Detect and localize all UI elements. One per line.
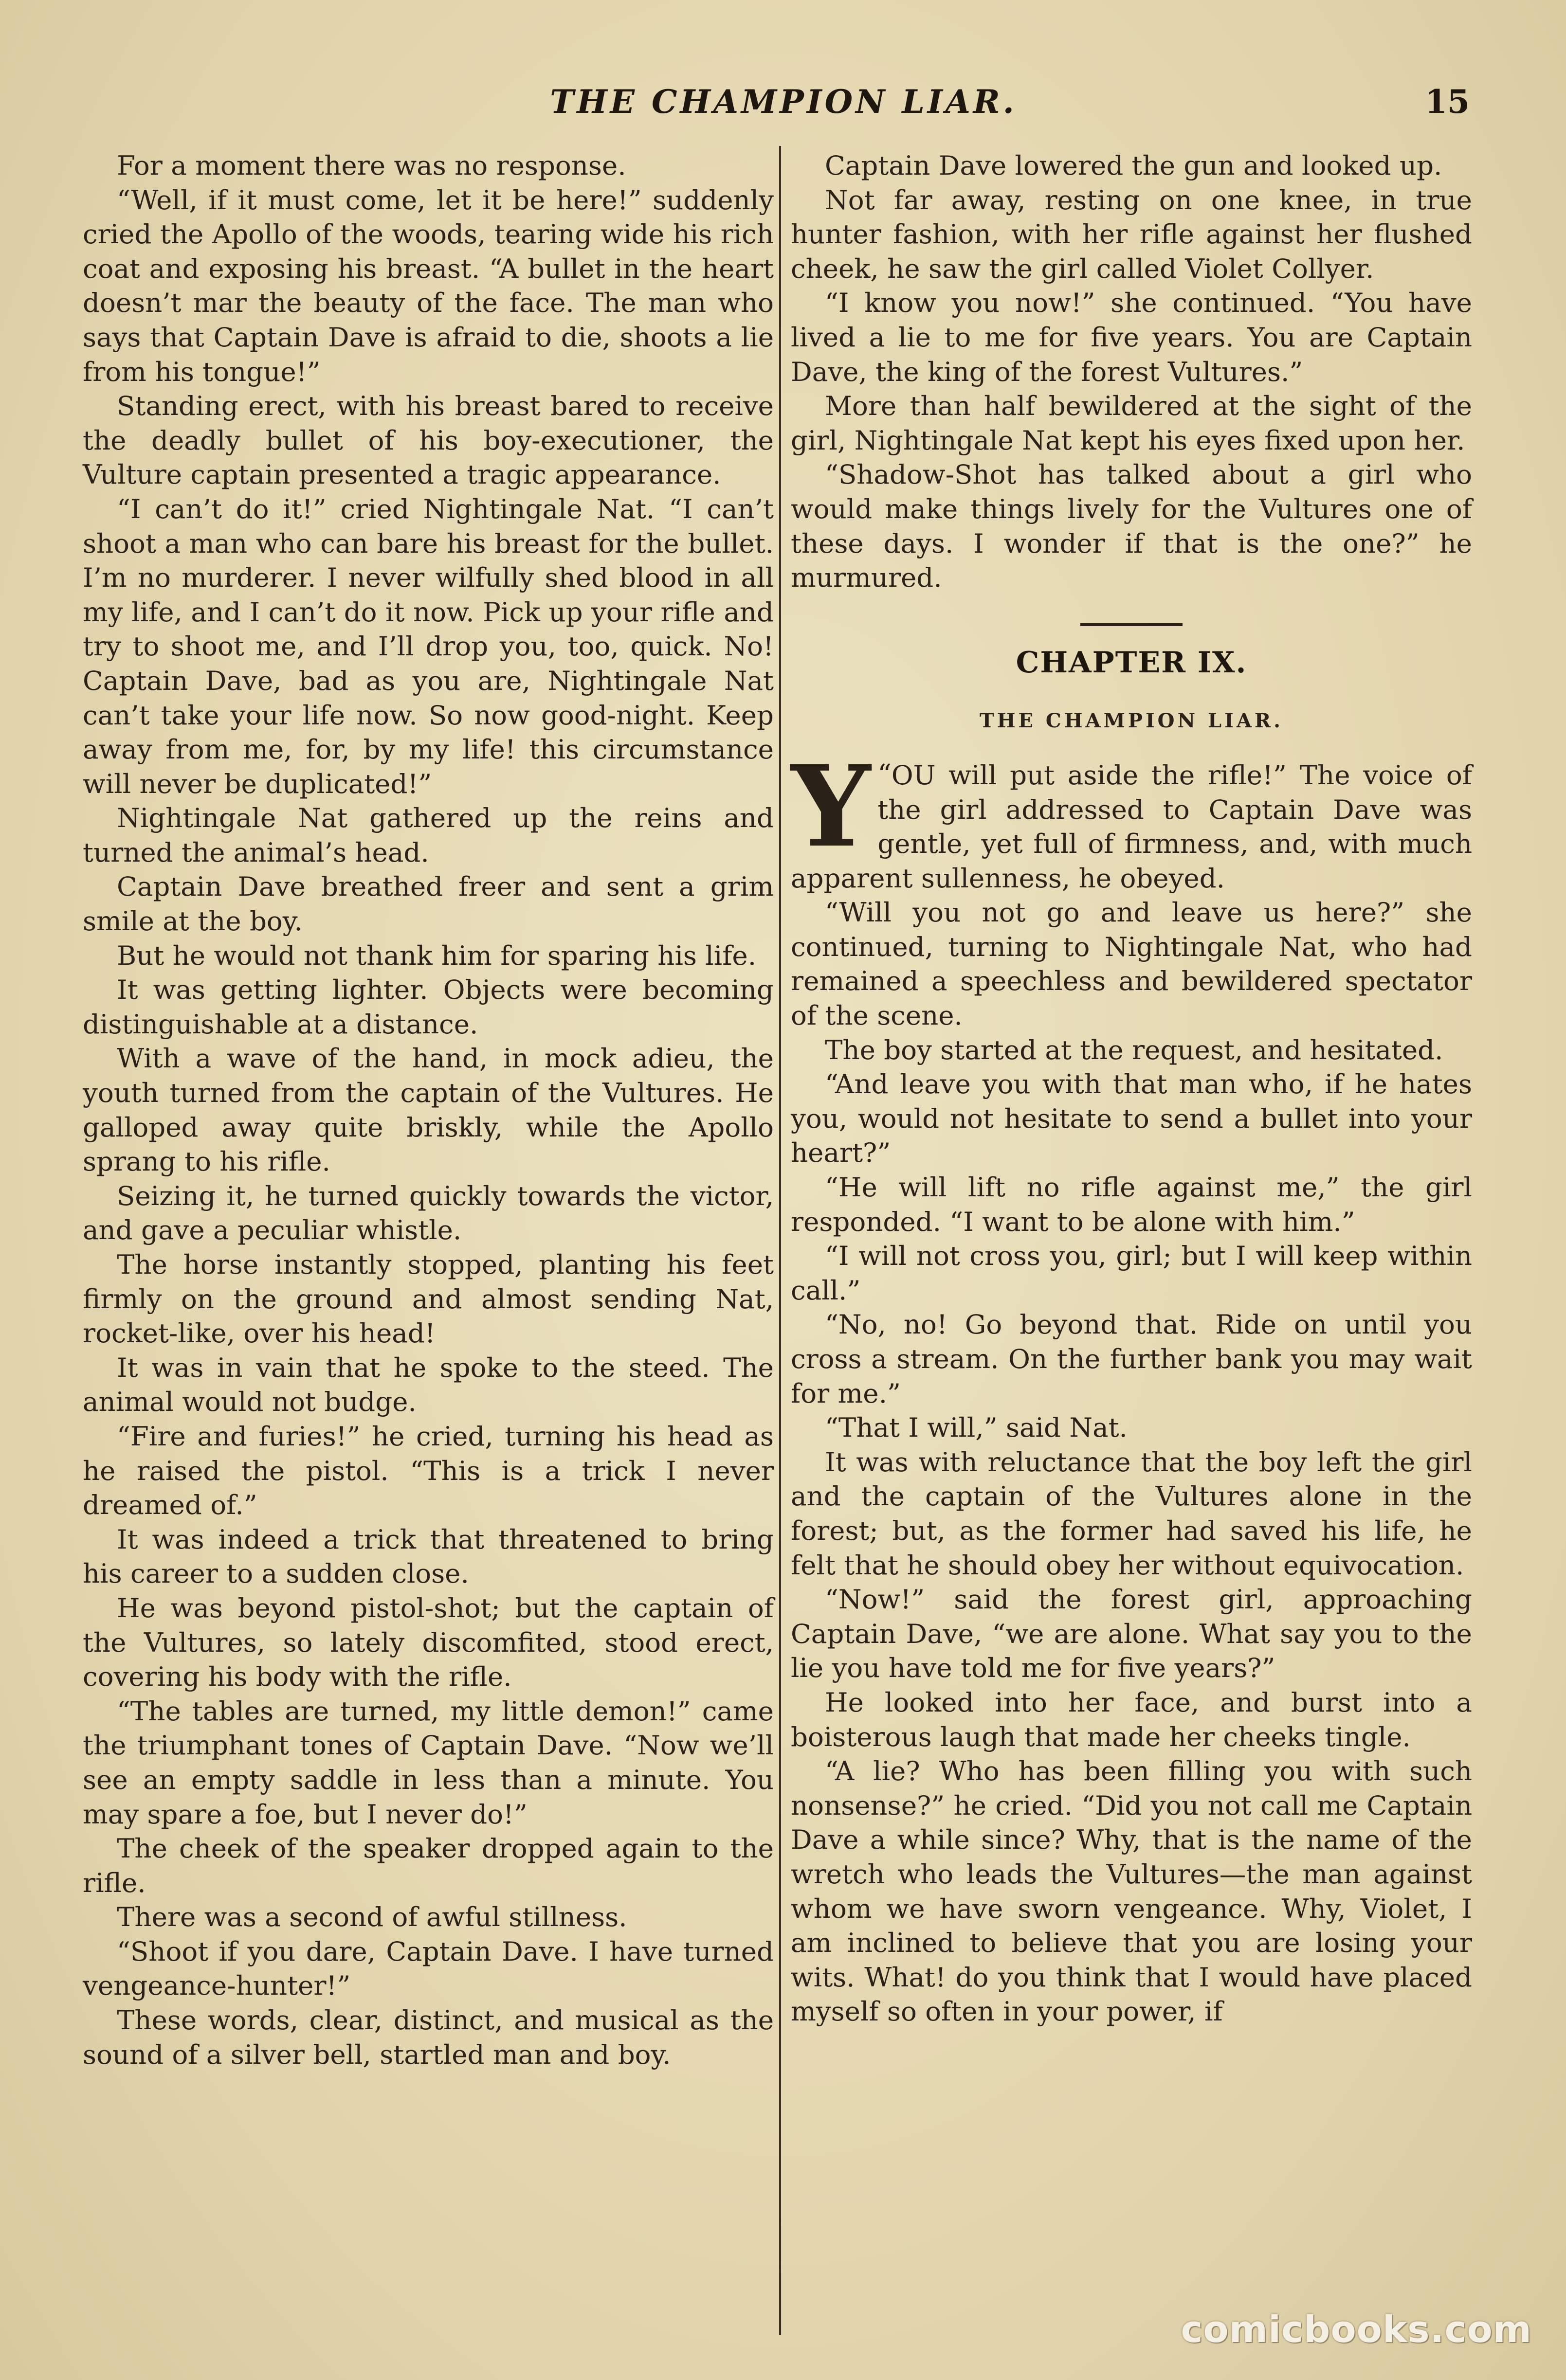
paragraph: “Shadow-Shot has talked about a girl who would make things lively for the Vultures one of these days. I wonder if that is the one?” he murmured.: [791, 459, 1472, 594]
left-column: [83, 148, 774, 2072]
opening-quote: “: [877, 758, 892, 791]
paragraph: “He will lift no rifle against me,” the girl responded. “I want to be alone with him.”: [791, 1172, 1472, 1237]
chapter-opening-paragraph: [791, 740, 1472, 895]
paragraph: Nightingale Nat gathered up the reins and turned the animal’s head.: [83, 802, 774, 868]
paragraph: “Fire and furies!” he cried, turning his head as he raised the pistol. “This is a trick I never dreamed of.”: [83, 1420, 774, 1521]
right-column: [791, 148, 1472, 2029]
paragraph: More than half bewildered at the sight of the girl, Nightingale Nat kept his eyes fixed upon her.: [791, 390, 1472, 456]
paragraph: But he would not thank him for sparing his life.: [117, 939, 757, 971]
paragraph: Standing erect, with his breast bared to receive the deadly bullet of his boy-executioner, the Vulture captain presented a tragic appearance.: [83, 390, 774, 490]
paragraph: “Now!” said the forest girl, approaching Captain Dave, “we are alone. What say you to the lie you have told me for five years?”: [791, 1584, 1472, 1684]
paragraph: “I know you now!” she continued. “You have lived a lie to me for five years. You are Captain Dave, the king of the forest Vultures.”: [791, 287, 1472, 387]
paragraph: “A lie? Who has been filling you with such nonsense?” he cried. “Did you not call me Captain Dave a while since? Why, that is the name of the wretch who leads the Vultures—the man against whom we have sworn vengeance. Why, Violet, I am inclined to believe that you are losing your wits. What! do you think that I would have placed myself so often in your power, if: [791, 1755, 1472, 2027]
paragraph: Captain Dave breathed freer and sent a grim smile at the boy.: [83, 871, 774, 937]
paragraph: “Well, if it must come, let it be here!” suddenly cried the Apollo of the woods, tearing wide his rich coat and exposing his breast. “A bullet in the heart doesn’t mar the beauty of the face. The man who says that Captain Dave is afraid to die, shoots a lie from his tongue!”: [83, 184, 774, 387]
paragraph: “No, no! Go beyond that. Ride on until you cross a stream. On the further bank you may wait for me.”: [791, 1309, 1472, 1409]
page-header: [78, 73, 1489, 131]
paragraph: It was with reluctance that the boy left the girl and the captain of the Vultures alone in the forest; but, as the former had saved his life, he felt that he should obey her without equivocation.: [791, 1446, 1472, 1581]
paragraph: He looked into her face, and burst into a boisterous laugh that made her cheeks tingle.: [791, 1686, 1472, 1752]
paragraph: “Shoot if you dare, Captain Dave. I have turned vengeance-hunter!”: [83, 1935, 774, 2001]
paragraph: With a wave of the hand, in mock adieu, the youth turned from the captain of the Vultures. He galloped away quite briskly, while the Apollo sprang to his rifle.: [83, 1043, 774, 1177]
running-title: THE CHAMPION LIAR.: [550, 83, 1017, 121]
paragraph: “And leave you with that man who, if he hates you, would not hesitate to send a bullet into your heart?”: [791, 1068, 1472, 1169]
chapter-subheading: THE CHAMPION LIAR.: [979, 709, 1284, 733]
paragraph: It was getting lighter. Objects were becoming distinguishable at a distance.: [83, 974, 774, 1040]
paragraph: He was beyond pistol-shot; but the captain of the Vultures, so lately discomfited, stood erect, covering his body with the rifle.: [83, 1592, 774, 1693]
paragraph: There was a second of awful stillness.: [117, 1901, 627, 1933]
paragraph-text: OU will put aside the rifle!” The voice of the girl addressed to Captain Dave was gentle, yet full of firmness, and, with much apparent sullenness, he obeyed.: [791, 759, 1472, 894]
paragraph: “I can’t do it!” cried Nightingale Nat. “I can’t shoot a man who can bare his breast for the bullet. I’m no murderer. I never wilfully shed blood in all my life, and I can’t do it now. Pick up your rifle and try to shoot me, and I’ll drop you, too, quick. No! Captain Dave, bad as you are, Nightingale Nat can’t take your life now. So now good-night. Keep away from me, for, by my life! this circumstance will never be duplicated!”: [83, 493, 774, 799]
paragraph: The boy started at the request, and hesitated.: [825, 1034, 1443, 1065]
paragraph: “I will not cross you, girl; but I will keep within call.”: [791, 1240, 1472, 1306]
paragraph: It was indeed a trick that threatened to bring his career to a sudden close.: [83, 1523, 774, 1589]
paragraph: For a moment there was no response.: [117, 150, 626, 181]
paragraph: These words, clear, distinct, and musical as the sound of a silver bell, startled man and boy.: [83, 2004, 774, 2070]
paragraph: Seizing it, he turned quickly towards the victor, and gave a peculiar whistle.: [83, 1180, 774, 1246]
drop-cap-letter: Y: [791, 740, 871, 872]
paragraph: It was in vain that he spoke to the steed. The animal would not budge.: [83, 1352, 774, 1418]
paragraph: “Will you not go and leave us here?” she continued, turning to Nightingale Nat, who had remained a speechless and bewildered spectator of the scene.: [791, 897, 1472, 1031]
paragraph: The cheek of the speaker dropped again to the rifle.: [83, 1833, 774, 1898]
paragraph: The horse instantly stopped, planting his feet firmly on the ground and almost sending Nat, rocket-like, over his head!: [83, 1249, 774, 1349]
column-divider: [779, 146, 781, 2335]
site-watermark: comicbooks.com: [1181, 2308, 1532, 2351]
chapter-heading: CHAPTER IX.: [1016, 645, 1247, 680]
paragraph: “The tables are turned, my little demon!” came the triumphant tones of Captain Dave. “Now we’ll see an empty saddle in less than a minute. You may spare a foe, but I never do!”: [83, 1695, 774, 1830]
page-number: 15: [1425, 83, 1470, 121]
paragraph: Not far away, resting on one knee, in true hunter fashion, with her rifle against her flushed cheek, he saw the girl called Violet Collyer.: [791, 184, 1472, 284]
paragraph: Captain Dave lowered the gun and looked up.: [825, 150, 1442, 181]
section-rule: [1080, 623, 1183, 626]
paragraph: “That I will,” said Nat.: [825, 1412, 1128, 1443]
